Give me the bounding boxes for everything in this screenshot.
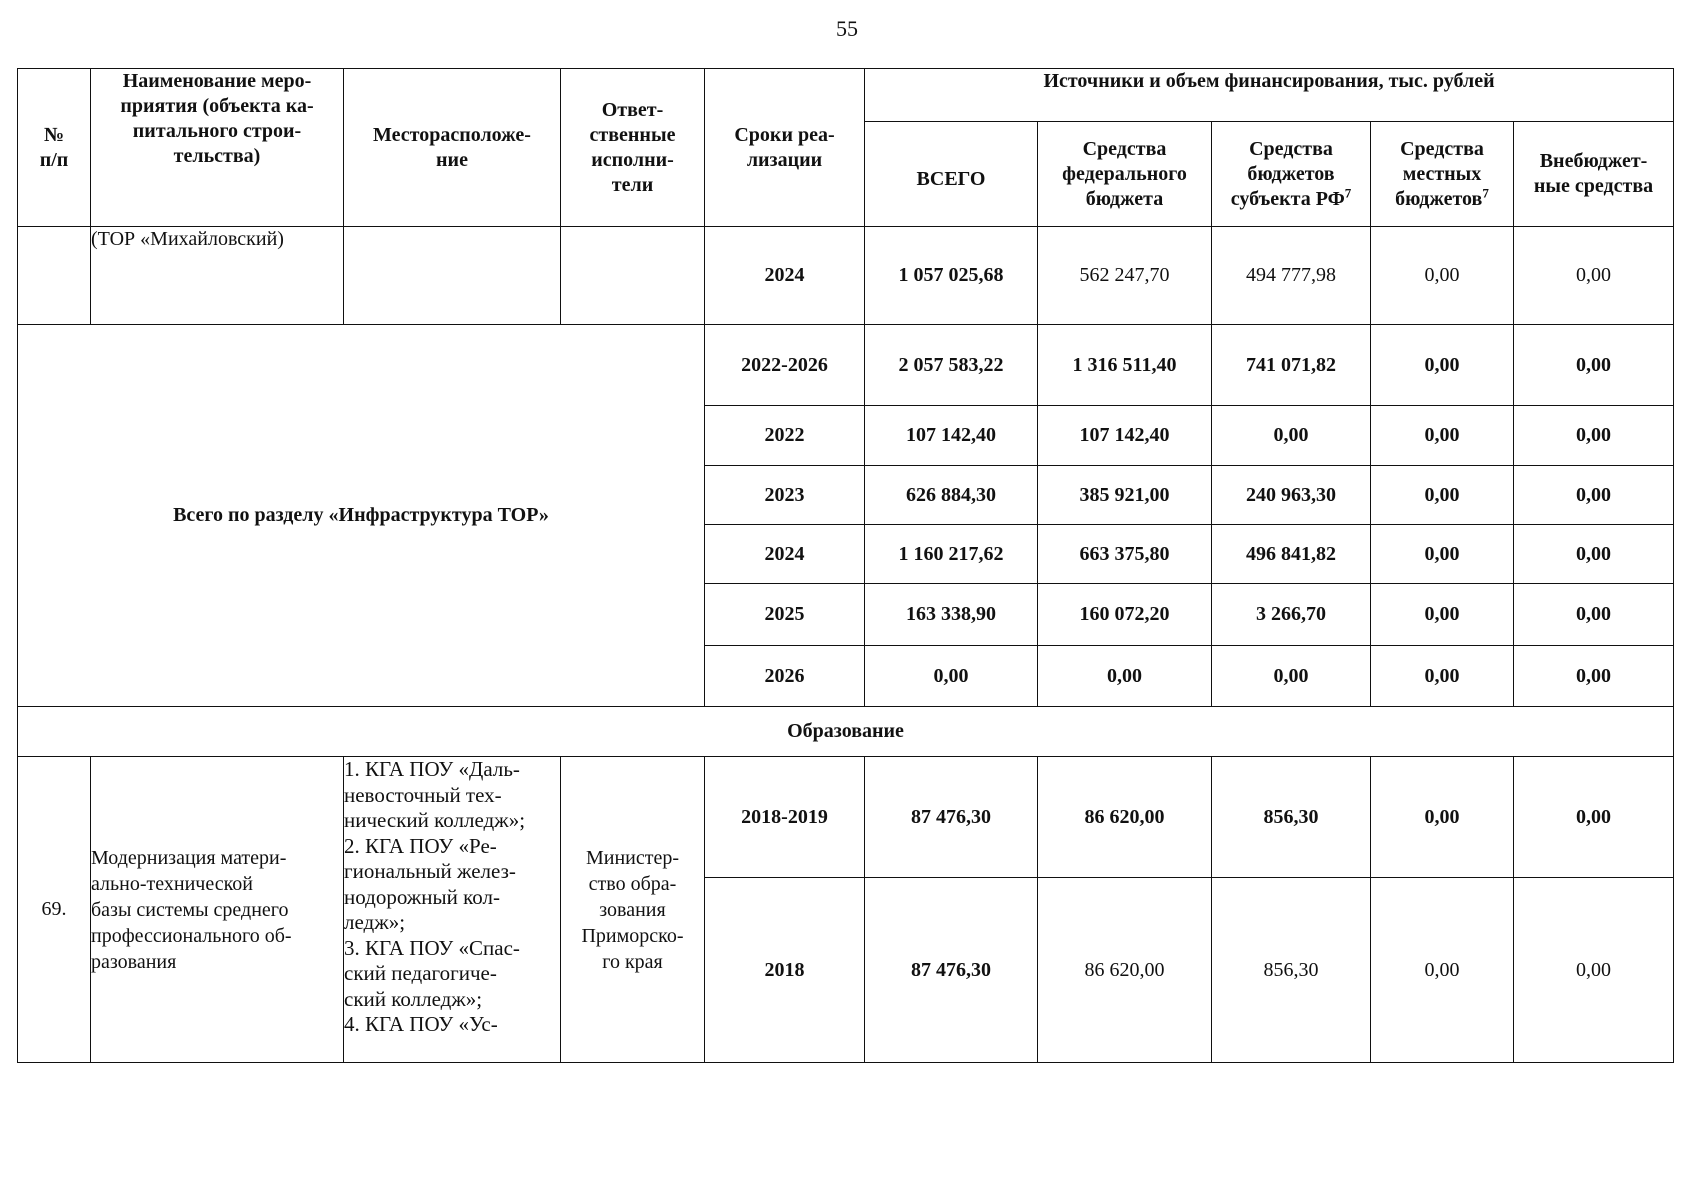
cell-location: 1. КГА ПОУ «Даль- невосточный тех- нический колледж»; 2. КГА ПОУ «Ре- гиональный желез- нодорожный кол- ледж»; 3. КГА ПОУ «Спас- ский педагогиче- ский колледж»; 4. КГА ПОУ «Ус- <box>344 757 561 1063</box>
cell-federal: 107 142,40 <box>1038 406 1212 466</box>
cell-total: 1 160 217,62 <box>865 525 1038 584</box>
cell-year: 2024 <box>705 525 865 584</box>
header-local: Средства местных бюджетов <box>1395 137 1484 210</box>
cell-local: 0,00 <box>1371 584 1514 646</box>
header-local-footnote: 7 <box>1482 184 1489 200</box>
cell-extra: 0,00 <box>1514 878 1674 1063</box>
cell-extra: 0,00 <box>1514 227 1674 325</box>
cell-regional: 3 266,70 <box>1212 584 1371 646</box>
cell-local: 0,00 <box>1371 406 1514 466</box>
section-heading-row <box>18 707 1674 757</box>
cell-regional: 741 071,82 <box>1212 325 1371 406</box>
cell-year: 2025 <box>705 584 865 646</box>
cell-year: 2024 <box>705 227 865 325</box>
header-row-1 <box>18 69 1674 122</box>
cell-regional: 0,00 <box>1212 406 1371 466</box>
cell-year: 2026 <box>705 646 865 707</box>
cell-regional: 240 963,30 <box>1212 466 1371 525</box>
cell-extra: 0,00 <box>1514 525 1674 584</box>
header-total: ВСЕГО <box>865 122 1038 227</box>
cell-local: 0,00 <box>1371 325 1514 406</box>
cell-federal: 0,00 <box>1038 646 1212 707</box>
cell-year: 2023 <box>705 466 865 525</box>
cell-local: 0,00 <box>1371 757 1514 878</box>
cell-local: 0,00 <box>1371 466 1514 525</box>
cell-extra: 0,00 <box>1514 325 1674 406</box>
cell-num <box>18 227 91 325</box>
cell-total: 87 476,30 <box>865 878 1038 1063</box>
cell-year: 2022-2026 <box>705 325 865 406</box>
cell-local: 0,00 <box>1371 227 1514 325</box>
cell-extra: 0,00 <box>1514 466 1674 525</box>
cell-federal: 160 072,20 <box>1038 584 1212 646</box>
header-sources: Источники и объем финансирования, тыс. рублей <box>865 69 1674 122</box>
cell-responsible: Министер- ство обра- зования Приморско- го края <box>561 757 705 1063</box>
cell-year: 2022 <box>705 406 865 466</box>
cell-total: 87 476,30 <box>865 757 1038 878</box>
cell-federal: 562 247,70 <box>1038 227 1212 325</box>
cell-regional: 856,30 <box>1212 757 1371 878</box>
cell-extra: 0,00 <box>1514 584 1674 646</box>
cell-federal: 86 620,00 <box>1038 757 1212 878</box>
cell-total: 1 057 025,68 <box>865 227 1038 325</box>
cell-regional: 856,30 <box>1212 878 1371 1063</box>
cell-year: 2018-2019 <box>705 757 865 878</box>
cell-num: 69. <box>18 757 91 1063</box>
cell-local: 0,00 <box>1371 878 1514 1063</box>
financing-table <box>17 68 1674 1063</box>
header-responsible: Ответ- ственные исполни- тели <box>561 69 705 227</box>
header-num: № п/п <box>18 69 91 227</box>
cell-local: 0,00 <box>1371 525 1514 584</box>
cell-regional: 0,00 <box>1212 646 1371 707</box>
cell-year: 2018 <box>705 878 865 1063</box>
cell-total: 163 338,90 <box>865 584 1038 646</box>
cell-total: 2 057 583,22 <box>865 325 1038 406</box>
cell-extra: 0,00 <box>1514 757 1674 878</box>
table-row <box>18 325 1674 406</box>
cell-extra: 0,00 <box>1514 406 1674 466</box>
cell-location <box>344 227 561 325</box>
table-row <box>18 757 1674 878</box>
header-federal: Средства федерального бюджета <box>1038 122 1212 227</box>
header-name: Наименование меро- приятия (объекта ка- питального строи- тельства) <box>91 69 344 227</box>
cell-local: 0,00 <box>1371 646 1514 707</box>
cell-federal: 86 620,00 <box>1038 878 1212 1063</box>
cell-federal: 663 375,80 <box>1038 525 1212 584</box>
cell-total: 626 884,30 <box>865 466 1038 525</box>
cell-federal: 1 316 511,40 <box>1038 325 1212 406</box>
header-regional-footnote: 7 <box>1344 184 1352 200</box>
section-heading: Образование <box>18 707 1674 757</box>
header-regional: Средства бюджетов субъекта РФ <box>1230 137 1345 210</box>
header-local-cell <box>1371 122 1514 227</box>
section-total-label: Всего по разделу «Инфраструктура ТОР» <box>18 325 705 707</box>
cell-federal: 385 921,00 <box>1038 466 1212 525</box>
header-extra: Внебюджет- ные средства <box>1514 122 1674 227</box>
cell-total: 107 142,40 <box>865 406 1038 466</box>
cell-regional: 496 841,82 <box>1212 525 1371 584</box>
cell-name: Модернизация матери- ально-технической базы системы среднего профессионального об- разования <box>91 757 344 1063</box>
cell-responsible <box>561 227 705 325</box>
cell-name: (ТОР «Михайловский) <box>91 227 344 325</box>
header-regional-cell <box>1212 122 1371 227</box>
header-location: Месторасположе- ние <box>344 69 561 227</box>
table-row <box>18 227 1674 325</box>
header-period: Сроки реа- лизации <box>705 69 865 227</box>
cell-regional: 494 777,98 <box>1212 227 1371 325</box>
page-number: 55 <box>836 16 858 41</box>
cell-total: 0,00 <box>865 646 1038 707</box>
cell-extra: 0,00 <box>1514 646 1674 707</box>
